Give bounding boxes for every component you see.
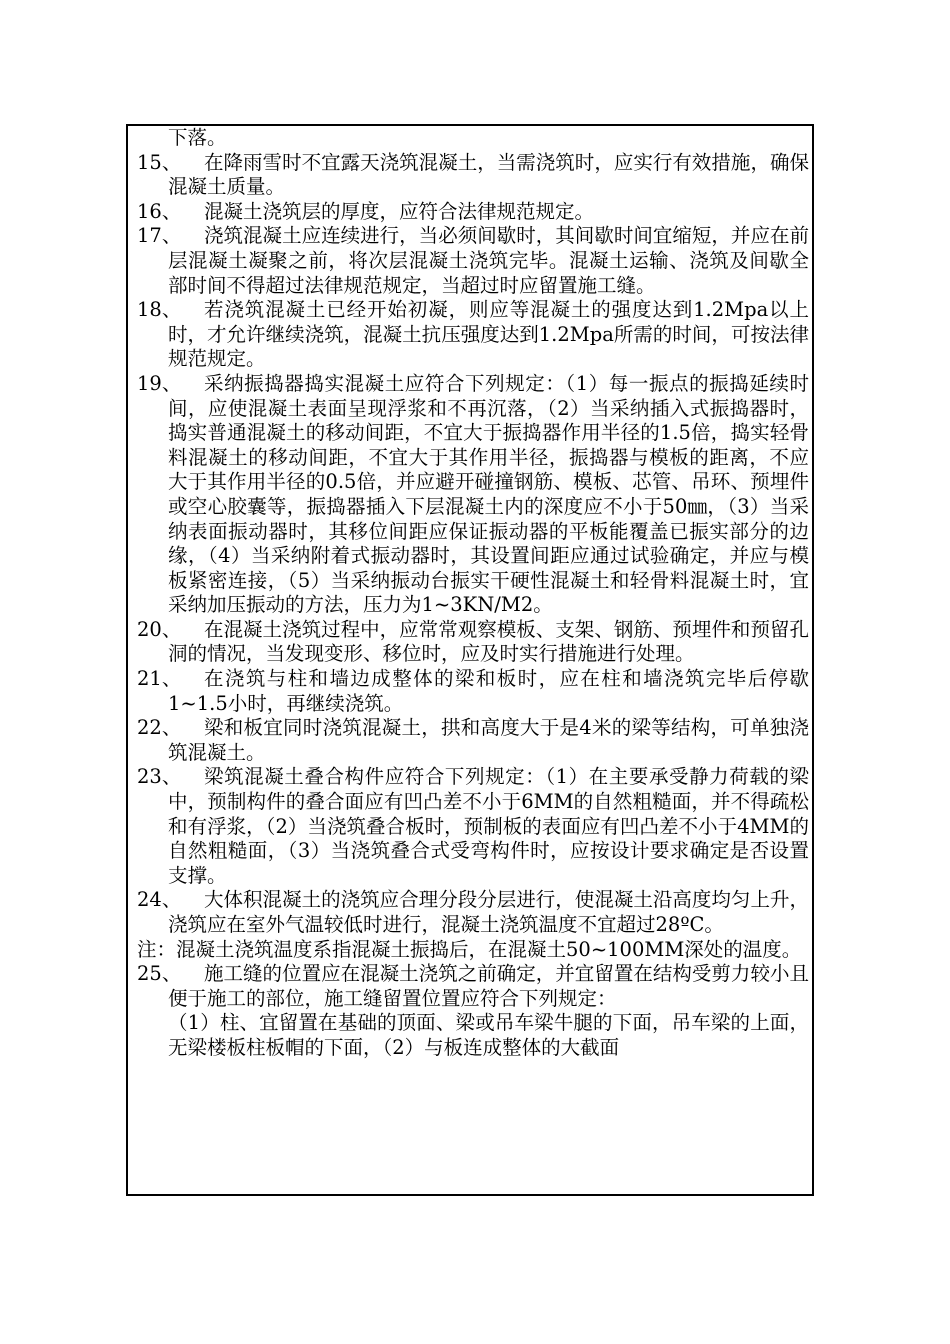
item-text: 在混凝土浇筑过程中，应常常观察模板、支架、钢筋、预埋件和预留孔洞的情况，当发现变形、移位时，应及时实行措施进行处理。 <box>168 617 809 666</box>
list-item <box>137 888 809 937</box>
item-text: 若浇筑混凝土已经开始初凝，则应等混凝土的强度达到1.2Mpa以上时，才允许继续浇筑，混凝土抗压强度达到1.2Mpa所需的时间，可按法律规范规定。 <box>168 298 809 371</box>
item-number: 15、 <box>137 150 182 174</box>
item-text: 在浇筑与柱和墙边成整体的梁和板时，应在柱和墙浇筑完毕后停歇1~1.5小时，再继续浇筑。 <box>168 667 809 715</box>
item-text: 浇筑混凝土应连续进行，当必须间歇时，其间歇时间宜缩短，并应在前层混凝土凝聚之前，将次层混凝土浇筑完毕。混凝土运输、浇筑及间歇全部时间不得超过法律规范规定，当超过时应留置施工缝。 <box>168 224 809 297</box>
document-body <box>137 126 809 1061</box>
list-item <box>137 200 809 225</box>
item-text: 梁筑混凝土叠合构件应符合下列规定：（1）在主要承受静力荷载的梁中，预制构件的叠合面应有凹凸差不小于6MM的自然粗糙面，并不得疏松和有浮浆，（2）当浇筑叠合板时，预制板的表面应有凹凸差不小于4MM的自然粗糙面，（3）当浇筑叠合式受弯构件时，应按设计要求确定是否设置支撑。 <box>168 765 809 887</box>
list-item <box>137 298 809 372</box>
item-number: 19、 <box>137 371 182 395</box>
document-frame <box>126 124 814 1196</box>
item-text: 采纳振捣器捣实混凝土应符合下列规定：（1）每一振点的振捣延续时间，应使混凝土表面呈现浮浆和不再沉落，（2）当采纳插入式振捣器时，捣实普通混凝土的移动间距，不宜大于振捣器作用半径的1.5倍，捣实轻骨料混凝土的移动间距，不宜大于其作用半径，振捣器与模板的距离，不应大于其作用半径的0.5倍，并应避开碰撞钢筋、模板、芯管、吊环、预埋件或空心胶囊等，振捣器插入下层混凝土内的深度应不小于50㎜，（3）当采纳表面振动器时，其移位间距应保证振动器的平板能覆盖已振实部分的边缘，（4）当采纳附着式振动器时，其设置间距应通过试验确定，并应与模板紧密连接，（5）当采纳振动台振实干硬性混凝土和轻骨料混凝土时，宜采纳加压振动的方法，压力为1~3KN/M2。 <box>168 371 809 617</box>
item-number: 21、 <box>137 667 182 691</box>
list-item <box>137 667 809 716</box>
item-continuation: （1）柱、宜留置在基础的顶面、梁或吊车梁牛腿的下面，吊车梁的上面，无梁楼板柱板帽的下面，（2）与板连成整体的大截面 <box>168 1011 809 1059</box>
list-item <box>137 962 809 1011</box>
list-item <box>137 151 809 200</box>
item-number: 18、 <box>137 298 182 322</box>
item-number: 25、 <box>137 962 182 986</box>
list-item <box>137 765 809 888</box>
item-number: 16、 <box>137 199 182 223</box>
note-paragraph: 注：混凝土浇筑温度系指混凝土振捣后，在混凝土50~100MM深处的温度。 <box>137 937 802 961</box>
item-number: 20、 <box>137 617 182 641</box>
lead-continuation: 下落。 <box>168 126 227 149</box>
item-text: 施工缝的位置应在混凝土浇筑之前确定，并宜留置在结构受剪力较小且便于施工的部位，施工缝留置位置应符合下列规定： <box>168 962 809 1010</box>
item-text: 梁和板宜同时浇筑混凝土，拱和高度大于是4米的梁等结构，可单独浇筑混凝土。 <box>168 716 809 764</box>
item-text: 混凝土浇筑层的厚度，应符合法律规范规定。 <box>204 199 595 223</box>
list-item <box>137 372 809 618</box>
item-number: 17、 <box>137 224 182 248</box>
item-text: 大体积混凝土的浇筑应合理分段分层进行，使混凝土沿高度均匀上升，浇筑应在室外气温较低时进行，混凝土浇筑温度不宜超过28ºC。 <box>168 888 809 936</box>
list-item <box>137 618 809 667</box>
item-number: 23、 <box>137 765 182 789</box>
list-item <box>137 716 809 765</box>
item-text: 在降雨雪时不宜露天浇筑混凝土，当需浇筑时，应实行有效措施，确保混凝土质量。 <box>168 150 809 199</box>
item-number: 22、 <box>137 716 182 740</box>
item-number: 24、 <box>137 888 182 912</box>
list-item <box>137 224 809 298</box>
